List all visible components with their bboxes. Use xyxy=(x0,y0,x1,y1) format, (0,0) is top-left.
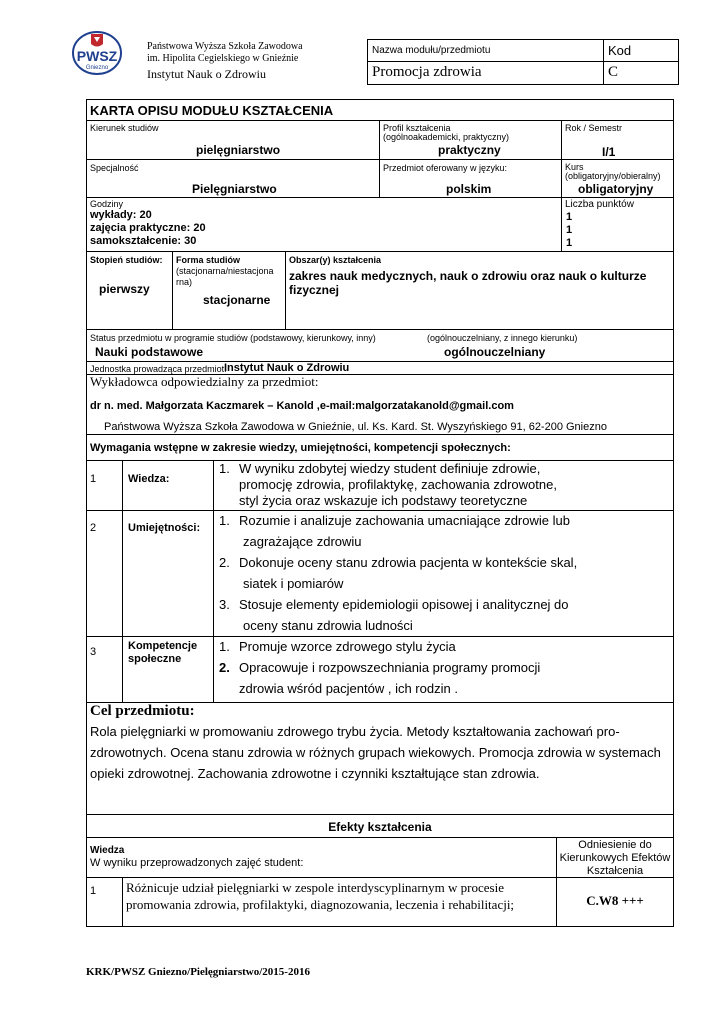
stopien-value: pierwszy xyxy=(99,282,150,296)
wiedza-label: Wiedza xyxy=(90,845,125,856)
wykladowca-value: dr n. med. Małgorzata Kaczmarek – Kanold ,e-mail:malgorzatakanold@gmail.com xyxy=(90,400,514,412)
school-logo xyxy=(72,30,122,76)
req-2-item-3-line-1: Stosuje elementy epidemiologii opisowej i analitycznej do xyxy=(239,597,569,612)
punkty-value-2: 1 xyxy=(566,224,573,236)
req-2-item-3-num: 3. xyxy=(219,597,230,612)
req-1-item-1-line-1: W wyniku zdobytej wiedzy student definiuje zdrowie, xyxy=(239,461,541,476)
forma-label: Forma studiów xyxy=(176,255,241,265)
efekty-title: Efekty kształcenia xyxy=(328,820,432,834)
kurs-sub: (obligatoryjny/obieralny) xyxy=(565,171,661,181)
stopien-label: Stopień studiów: xyxy=(90,255,163,265)
req-2-item-3 xyxy=(213,594,668,636)
godziny-label: Godziny xyxy=(90,199,124,209)
req-3-nr: 3 xyxy=(90,646,97,658)
adres: Państwowa Wyższa Szkoła Zawodowa w Gnieźnie, ul. Ks. Kard. St. Wyszyńskiego 91, 62-200 Gniezno xyxy=(104,421,607,433)
jezyk-value: polskim xyxy=(446,182,492,196)
req-1-nr: 1 xyxy=(90,473,97,485)
godziny-line-1: wykłady: 20 xyxy=(90,209,152,221)
profil-value: praktyczny xyxy=(438,143,501,157)
punkty-value-3: 1 xyxy=(566,237,573,249)
req-3-item-2 xyxy=(213,657,668,699)
institute-name: Instytut Nauk o Zdrowiu xyxy=(147,67,266,81)
status-value: Nauki podstawowe xyxy=(95,345,204,359)
req-2-item-3-line-2: oceny stanu zdrowia ludności xyxy=(243,618,413,633)
req-3-item-2-line-2: zdrowia wśród pacjentów , ich rodzin . xyxy=(239,681,458,696)
obszar-label: Obszar(y) kształcenia xyxy=(289,255,382,265)
card-title: KARTA OPISU MODUŁU KSZTAŁCENIA xyxy=(90,103,334,118)
specjalnosc-label: Specjalność xyxy=(90,163,139,173)
kierunek-label: Kierunek studiów xyxy=(90,123,159,133)
wykladowca-label: Wykładowca odpowiedzialny za przedmiot: xyxy=(90,374,319,389)
code-label: Kod xyxy=(608,43,632,58)
req-2-item-2-line-1: Dokonuje oceny stanu zdrowia pacjenta w kontekście skal, xyxy=(239,555,578,570)
req-1-name: Wiedza: xyxy=(128,473,170,485)
punkty-value-1: 1 xyxy=(566,211,573,223)
req-1-item-1 xyxy=(213,461,668,509)
school-name-line2: im. Hipolita Cegielskiego w Gnieźnie xyxy=(147,53,299,64)
req-3-item-1-line-1: Promuje wzorce zdrowego stylu życia xyxy=(239,639,456,654)
kurs-value: obligatoryjny xyxy=(578,182,654,196)
efekt-1-text: Różnicuje udział pielęgniarki w zespole interdyscyplinarnym w procesie promowania zdrowia, profilaktyki, diagnozowania, leczenia i rehabilitacji; xyxy=(126,880,515,912)
logo-text: PWSZ xyxy=(76,48,118,64)
wiedza-sub: W wyniku przeprowadzonych zajęć student: xyxy=(90,857,304,869)
module-name-value: Promocja zdrowia xyxy=(372,64,482,80)
rok-label: Rok / Semestr xyxy=(565,123,623,133)
req-2-item-2 xyxy=(213,552,668,594)
req-3-item-2-line-1: Opracowuje i rozpowszechniania programy promocji xyxy=(239,660,541,675)
req-2-item-1 xyxy=(213,510,668,552)
jezyk-label: Przedmiot oferowany w języku: xyxy=(383,163,508,173)
req-2-nr: 2 xyxy=(90,522,97,534)
req-1-item-1-line-3: styl życia oraz wskazuje ich podstawy teoretyczne xyxy=(239,493,528,508)
req-2-name: Umiejętności: xyxy=(128,522,201,534)
godziny-line-3: samokształcenie: 30 xyxy=(90,235,197,247)
forma-value: stacjonarne xyxy=(203,293,271,307)
req-1-item-1-num: 1. xyxy=(219,461,230,476)
page-footer: KRK/PWSZ Gniezno/Pielęgniarstwo/2015-2016 xyxy=(86,966,310,978)
req-3-item-2-num: 2. xyxy=(219,660,230,675)
module-name-label: Nazwa modułu/przedmiotu xyxy=(372,45,491,56)
efekt-1-nr: 1 xyxy=(90,885,97,897)
obszar-value: zakres nauk medycznych, nauk o zdrowiu oraz nauk o kulturze fizycznej xyxy=(289,269,647,297)
req-2-item-1-num: 1. xyxy=(219,513,230,528)
profil-label: Profil kształcenia xyxy=(383,123,451,133)
efekt-1-code: C.W8 +++ xyxy=(586,893,644,908)
req-2-item-1-line-1: Rozumie i analizuje zachowania umacniające zdrowie lub xyxy=(239,513,570,528)
kurs-label: Kurs xyxy=(565,162,584,172)
specjalnosc-value: Pielęgniarstwo xyxy=(192,182,277,196)
wymagania-title: Wymagania wstępne w zakresie wiedzy, umiejętności, kompetencji społecznych: xyxy=(90,442,511,454)
forma-sub: (stacjonarna/niestacjona rna) xyxy=(176,266,274,287)
logo-subtext: Gniezno xyxy=(85,65,109,71)
req-1-item-1-line-2: promocję zdrowia, profilaktykę, zachowania zdrowotne, xyxy=(239,477,557,492)
status-label: Status przedmiotu w programie studiów (podstawowy, kierunkowy, inny) xyxy=(90,333,376,343)
req-2-item-1-line-2: zagrażające zdrowiu xyxy=(243,534,362,549)
rok-value: I/1 xyxy=(602,145,616,159)
req-2-item-2-line-2: siatek i pomiarów xyxy=(243,576,344,591)
cel-title: Cel przedmiotu: xyxy=(90,703,195,719)
godziny-line-2: zajęcia praktyczne: 20 xyxy=(90,222,206,234)
req-3-name: Kompetencje społeczne xyxy=(128,640,198,665)
req-2-items xyxy=(213,510,668,636)
jednostka-label: Jednostka prowadząca przedmiot: xyxy=(90,364,227,374)
code-value: C xyxy=(608,64,619,80)
ogolno-value: ogólnouczelniany xyxy=(444,345,546,359)
req-3-item-1-num: 1. xyxy=(219,639,230,654)
req-1-items xyxy=(213,461,668,509)
jednostka-value: Instytut Nauk o Zdrowiu xyxy=(224,362,350,374)
kierunek-value: pielęgniarstwo xyxy=(196,143,281,157)
odniesienie-header: Odniesienie do Kierunkowych Efektów Kształcenia xyxy=(559,839,671,877)
school-name-line1: Państwowa Wyższa Szkoła Zawodowa xyxy=(147,41,303,52)
profil-sub: (ogólnoakademicki, praktyczny) xyxy=(383,132,510,142)
req-3-item-1 xyxy=(213,636,668,657)
cel-text: Rola pielęgniarki w promowaniu zdrowego trybu życia. Metody kształtowania zachowań pro-zdrowotnych. Ocena stanu zdrowia w różnych grupach wiekowych. Promocja zdrowia w systemach opieki zdrowotnej. Zachowania zdrowotne i czynniki kształtujące stan zdrowia. xyxy=(90,724,661,781)
punkty-label: Liczba punktów xyxy=(565,199,634,210)
req-2-item-2-num: 2. xyxy=(219,555,230,570)
req-3-items xyxy=(213,636,668,699)
ogolno-label: (ogólnouczelniany, z innego kierunku) xyxy=(427,333,578,343)
